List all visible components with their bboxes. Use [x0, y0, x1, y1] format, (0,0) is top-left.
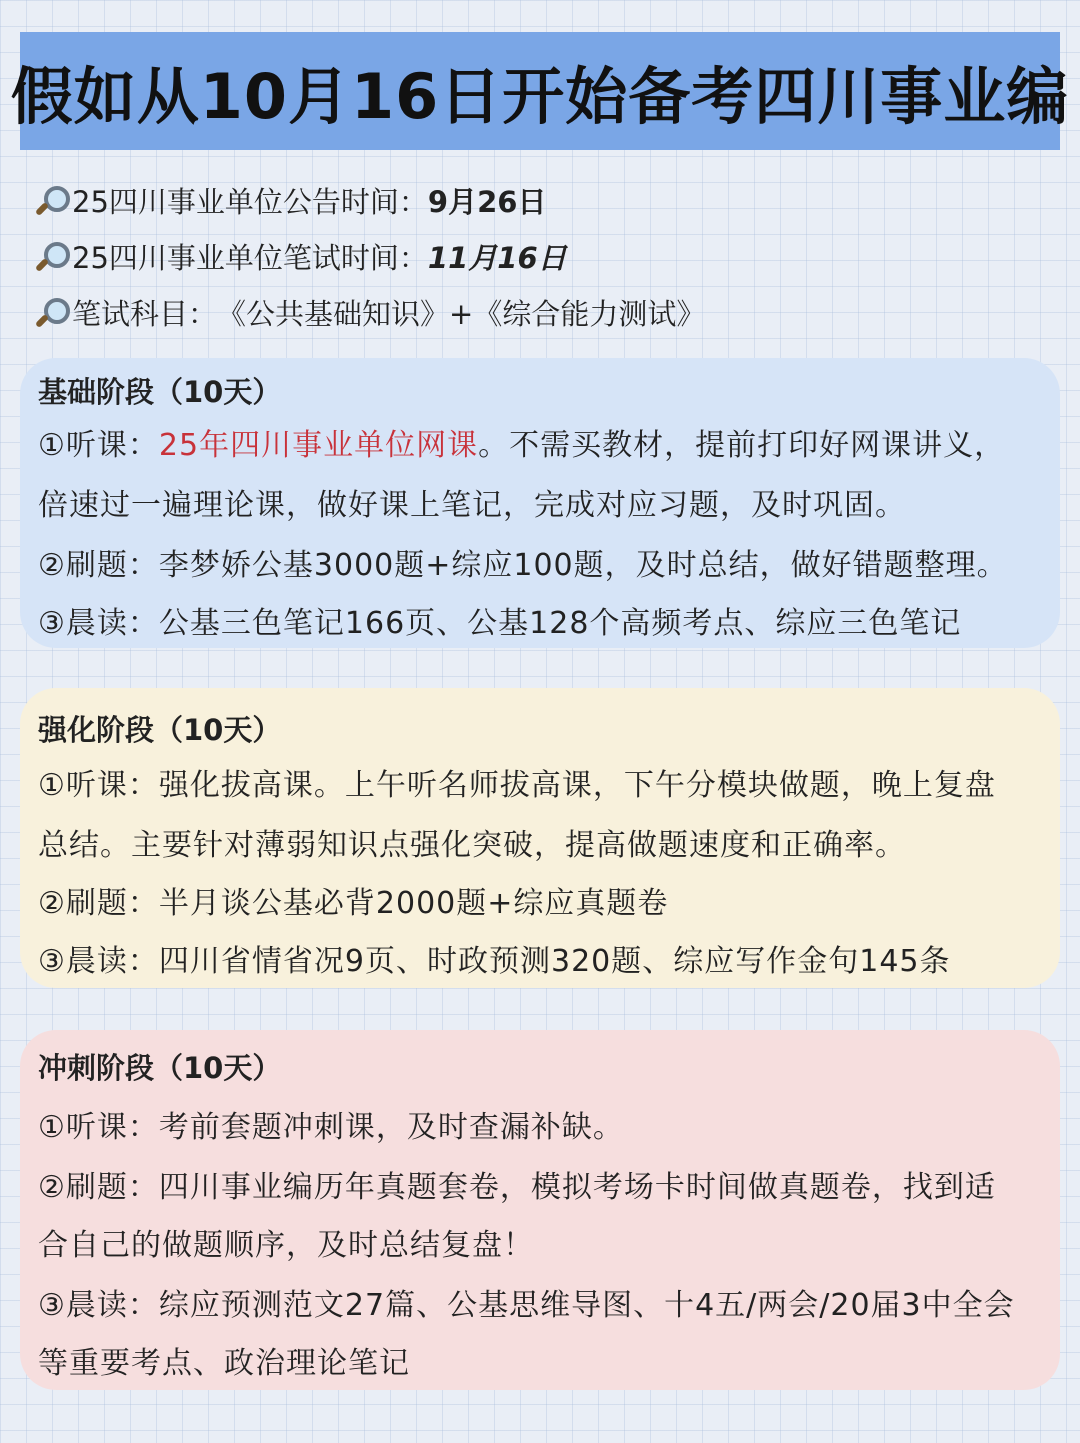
- stage-line: 等重要考点、政治理论笔记: [38, 1346, 410, 1381]
- info-label: 笔试科目：: [72, 297, 218, 331]
- info-value: 《公共基础知识》+《综合能力测试》: [217, 297, 706, 331]
- search-icon: [34, 184, 68, 218]
- info-value: 11月16日: [427, 241, 567, 275]
- stage-line: ②刷题：四川事业编历年真题套卷，模拟考场卡时间做真题卷，找到适: [38, 1170, 996, 1205]
- search-icon: [34, 240, 68, 274]
- stage-title: 强化阶段（10天）: [38, 713, 282, 747]
- line-text: 。不需买教材，提前打印好网课讲义，: [478, 428, 1006, 463]
- stage-title: 基础阶段（10天）: [38, 375, 282, 409]
- info-row-subjects: [34, 292, 705, 333]
- stage-line: ①听课：考前套题冲刺课，及时查漏补缺。: [38, 1110, 624, 1145]
- stage-line: ③晨读：四川省情省况9页、时政预测320题、综应写作金句145条: [38, 944, 951, 979]
- info-label: 25四川事业单位笔试时间：: [72, 241, 428, 275]
- title-banner: [10, 32, 1070, 150]
- stage-line: ③晨读：公基三色笔记166页、公基128个高频考点、综应三色笔记: [38, 606, 962, 641]
- stage-line: ①听课：强化拔高课。上午听名师拔高课，下午分模块做题，晚上复盘: [38, 768, 996, 803]
- page-title: 假如从10月16日开始备考四川事业编: [10, 59, 1070, 133]
- info-row-exam-date: [34, 236, 567, 277]
- stage-card-basic: [20, 358, 1060, 648]
- stage-card-strengthen: [20, 688, 1060, 988]
- stage-line: 倍速过一遍理论课，做好课上笔记，完成对应习题，及时巩固。: [38, 488, 906, 523]
- stage-line: 总结。主要针对薄弱知识点强化突破，提高做题速度和正确率。: [38, 828, 906, 863]
- stage-title: 冲刺阶段（10天）: [38, 1051, 282, 1085]
- stage-line: 合自己的做题顺序，及时总结复盘！: [38, 1228, 534, 1263]
- stage-line: ③晨读：综应预测范文27篇、公基思维导图、十4五/两会/20届3中全会: [38, 1288, 1015, 1323]
- info-value: 9月26日: [427, 185, 547, 219]
- info-label: 25四川事业单位公告时间：: [72, 185, 428, 219]
- search-icon: [34, 296, 68, 330]
- stage-line: ②刷题：半月谈公基必背2000题+综应真题卷: [38, 886, 669, 921]
- stage-card-sprint: [20, 1030, 1060, 1390]
- course-highlight: 25年四川事业单位网课: [158, 428, 479, 463]
- info-row-announcement: [34, 180, 546, 221]
- stage-line: [38, 420, 1005, 464]
- stage-line: ②刷题：李梦娇公基3000题+综应100题，及时总结，做好错题整理。: [38, 548, 1008, 583]
- line-prefix: ①听课：: [38, 428, 159, 463]
